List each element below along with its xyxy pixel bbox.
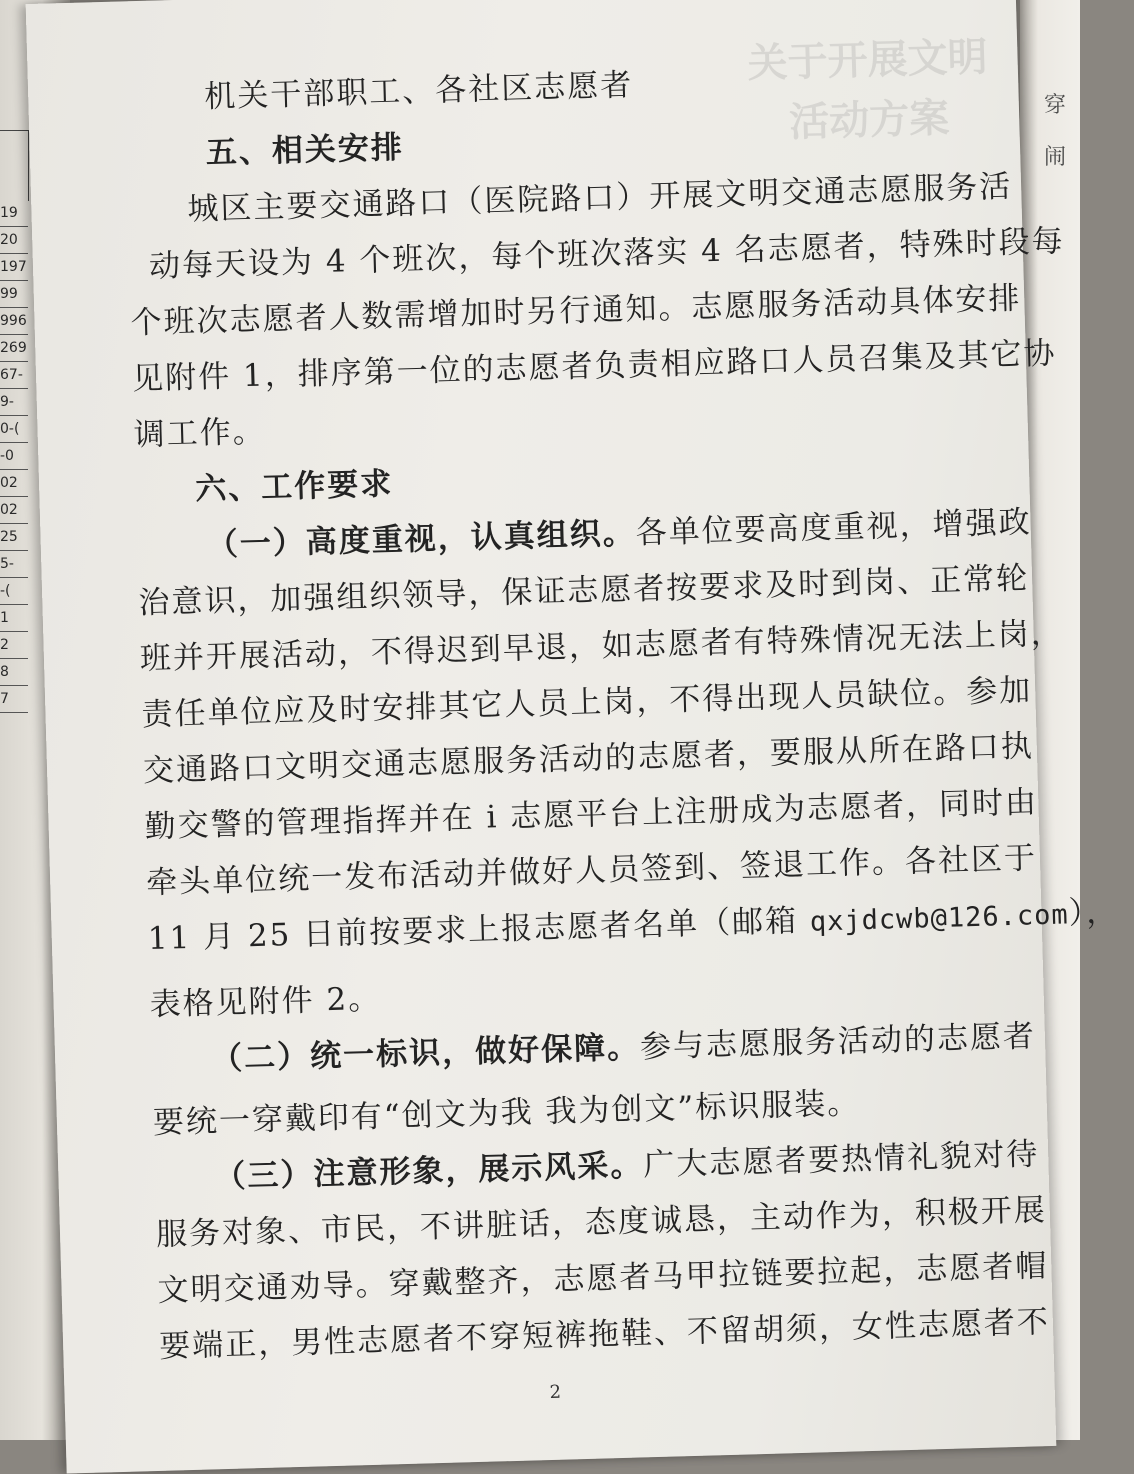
edge-number: -0: [0, 443, 28, 470]
edge-number: 1: [0, 605, 28, 632]
text-span: 责任单位应及时安排其它人员上岗，不得出现人员缺位。参加: [141, 672, 1033, 734]
text-span: 治意识，加强组织领导，保证志愿者按要求及时到岗、正常轮: [137, 560, 1030, 622]
text-span: 文明交通劝导。穿戴整齐，志愿者马甲拉链要拉起，志愿者帽: [157, 1248, 1049, 1309]
edge-number: 99: [0, 281, 28, 308]
text-span: 班并开展活动，不得迟到早退，如志愿者有特殊情况无法上岗，: [139, 615, 1065, 678]
bold-text: 五、相关安排: [205, 129, 405, 172]
edge-number: -(: [0, 578, 28, 605]
text-span: 城区主要交通路口（医院路口）开展文明交通志愿服务活: [186, 168, 1013, 228]
bold-text: （三）注意形象，展示风采。: [213, 1147, 644, 1196]
edge-number: 996: [0, 308, 28, 335]
show-through-line: 活动方案: [788, 94, 950, 146]
text-span: 交通路口文明交通志愿服务活动的志愿者，要服从所在路口执: [142, 728, 1035, 790]
text-span: 调工作。: [133, 413, 267, 454]
edge-number: 9-: [0, 389, 28, 416]
text-span: 参与志愿服务活动的志愿者: [639, 1018, 1037, 1066]
text-span: 勤交警的管理指挥并在 i 志愿平台上注册成为志愿者，同时由: [144, 784, 1039, 846]
edge-number: 7: [0, 686, 28, 713]
edge-number: 2: [0, 632, 28, 659]
bold-text: （二）统一标识，做好保障。: [210, 1029, 641, 1078]
show-through-line: 关于开展文明: [746, 33, 989, 87]
text-span: 广大志愿者要热情礼貌对待: [642, 1136, 1040, 1184]
edge-number: 269: [0, 335, 28, 362]
text-span: 要统一穿戴印有“创文为我 我为创文”标识服装。: [152, 1085, 861, 1141]
edge-number: 197: [0, 254, 28, 281]
text-span: 服务对象、市民，不讲脏话，态度诚恳，主动作为，积极开展: [155, 1192, 1048, 1253]
text-span: 见附件 1，排序第一位的志愿者负责相应路口人员召集及其它协: [131, 335, 1057, 398]
edge-number: 19: [0, 200, 28, 227]
text-span: 机关干部职工、各社区志愿者: [203, 67, 634, 116]
text-span: ），: [1068, 893, 1120, 932]
bold-text: （一）高度重视，认真组织。: [206, 515, 637, 564]
edge-number: 02: [0, 497, 28, 524]
edge-number: 0-(: [0, 416, 28, 443]
bold-text: 六、工作要求: [194, 466, 394, 508]
text-span: 表格见附件 2。: [149, 980, 382, 1024]
edge-number: 25: [0, 524, 28, 551]
edge-number: 67-: [0, 362, 28, 389]
document-body: [124, 47, 1120, 1375]
left-edge-number-list: [0, 200, 28, 713]
document-page: [26, 0, 1120, 1474]
email-text: qxjdcwb@126.com: [809, 899, 1070, 938]
text-span: 各单位要高度重视，增强政: [635, 504, 1033, 552]
edge-number: 8: [0, 659, 28, 686]
text-span: 要端正，男性志愿者不穿短裤拖鞋、不留胡须，女性志愿者不: [158, 1304, 1051, 1365]
text-span: 动每天设为 4 个班次，每个班次落实 4 名志愿者，特殊时段每: [148, 223, 1066, 285]
table-fragment: [0, 130, 29, 201]
text-span: 个班次志愿者人数需增加时另行通知。志愿服务活动具体安排: [130, 280, 1022, 342]
text-span: 11 月 25 日前按要求上报志愿者名单（邮箱: [147, 902, 811, 958]
edge-number: 02: [0, 470, 28, 497]
right-edge-char: 闹: [1044, 145, 1067, 170]
edge-number: 20: [0, 227, 28, 254]
page-number: 2: [549, 1381, 562, 1404]
right-edge-char: 穿: [1044, 93, 1067, 118]
text-span: 牵头单位统一发布活动并做好人员签到、签退工作。各社区于: [145, 840, 1038, 902]
edge-number: 5-: [0, 551, 28, 578]
